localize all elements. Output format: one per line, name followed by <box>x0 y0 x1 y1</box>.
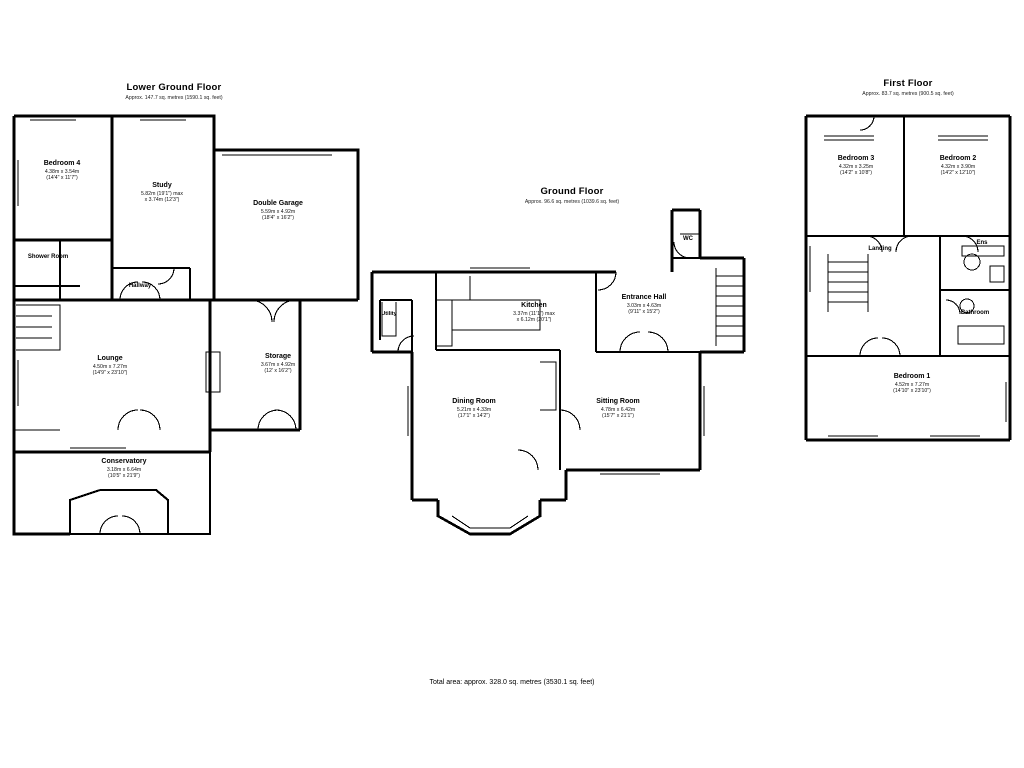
room-storage <box>228 353 328 374</box>
room-name: Conservatory <box>101 458 147 465</box>
room-name: Bedroom 4 <box>43 160 81 167</box>
room-name: Bedroom 3 <box>837 155 875 162</box>
room-name: Ens <box>976 240 988 246</box>
room-wc <box>666 236 710 243</box>
floor-subtitle-lower-ground: Approx. 147.7 sq. metres (1590.1 sq. feet) <box>125 95 223 101</box>
floor-subtitle-ground: Approx. 96.6 sq. metres (1039.6 sq. feet) <box>524 199 620 205</box>
floor-title-ground: Ground Floor <box>540 186 604 197</box>
room-name: Double Garage <box>253 200 303 207</box>
floor-subtitle-first: Approx. 83.7 sq. metres (900.5 sq. feet) <box>862 91 954 97</box>
room-name: Entrance Hall <box>621 294 667 301</box>
room-dim-metric: 5.21m x 4.33m <box>456 406 492 413</box>
room-name: Lounge <box>97 355 123 362</box>
room-utility <box>368 311 410 318</box>
room-entrance-hall <box>598 294 690 315</box>
room-bedroom-2 <box>910 155 1006 176</box>
room-dim-imperial: (17'1" x 14'2") <box>458 412 490 419</box>
room-name: Bedroom 1 <box>893 373 931 380</box>
room-shower-room <box>16 254 80 261</box>
room-dim-imperial: (14'4" x 11'7") <box>46 174 78 181</box>
room-bedroom-3 <box>808 155 904 176</box>
room-kitchen <box>484 302 584 323</box>
room-dim-imperial: (14'2" x 10'8") <box>840 169 872 176</box>
room-dim-metric: 3.03m x 4.63m <box>626 302 662 309</box>
room-dim-metric: 4.50m x 7.27m <box>92 363 128 370</box>
room-dim-metric: 5.82m (19'1") max <box>140 190 184 197</box>
room-name: Kitchen <box>521 302 547 309</box>
room-name: Study <box>152 182 172 189</box>
room-dim-metric: 3.37m (11'1") max <box>513 310 555 317</box>
room-dim-metric: 3.18m x 6.64m <box>106 466 142 473</box>
room-ensuite <box>956 240 1008 247</box>
floor-title-lower-ground: Lower Ground Floor <box>126 82 222 93</box>
room-dim-imperial: (14'9" x 23'10") <box>92 369 128 376</box>
room-dim-metric: 4.52m x 7.27m <box>894 381 930 388</box>
room-dim-imperial: (14'10" x 23'10") <box>893 387 931 394</box>
room-lounge <box>62 355 158 376</box>
room-study <box>112 182 212 203</box>
room-dim-imperial: x 3.74m (12'3") <box>144 196 180 203</box>
room-dim-imperial: (15'7" x 21'1") <box>602 412 634 419</box>
room-bedroom-4 <box>12 160 112 181</box>
room-dim-metric: 4.32m x 3.25m <box>838 163 874 170</box>
room-name: Hallway <box>128 283 152 289</box>
room-dim-imperial: (18'4" x 16'2") <box>262 214 294 221</box>
room-name: Bathroom <box>960 310 990 316</box>
total-area-label: Total area: approx. 328.0 sq. metres (3530.1 sq. feet) <box>429 679 595 686</box>
room-landing <box>838 246 922 253</box>
room-name: Landing <box>868 246 892 252</box>
room-name: Dining Room <box>452 398 496 405</box>
room-dim-imperial: (9'11" x 15'2") <box>628 308 660 315</box>
room-name: Bedroom 2 <box>939 155 977 162</box>
room-name: Shower Room <box>27 254 69 260</box>
room-dim-imperial: (10'5" x 21'9") <box>108 472 140 479</box>
room-dim-metric: 4.32m x 3.90m <box>940 163 976 170</box>
room-dining-room <box>428 398 520 419</box>
floor-title-first: First Floor <box>883 78 933 89</box>
room-name: Utility <box>381 311 397 317</box>
room-bathroom <box>942 310 1008 317</box>
room-double-garage <box>226 200 330 221</box>
room-name: Storage <box>264 353 292 360</box>
room-dim-imperial: (12' x 16'2") <box>264 367 292 374</box>
room-dim-metric: 5.59m x 4.92m <box>260 208 296 215</box>
room-sitting-room <box>572 398 664 419</box>
room-dim-metric: 3.67m x 4.92m <box>260 361 296 368</box>
room-conservatory <box>72 458 176 479</box>
room-dim-metric: 4.38m x 3.54m <box>44 168 80 175</box>
room-name: Sitting Room <box>596 398 640 405</box>
room-bedroom-1 <box>862 373 962 394</box>
room-dim-imperial: x 6.12m (20'1") <box>516 316 552 323</box>
room-dim-metric: 4.78m x 6.42m <box>600 406 636 413</box>
room-hallway <box>100 283 180 290</box>
room-dim-imperial: (14'2" x 12'10") <box>940 169 976 176</box>
room-name: WC <box>683 236 693 242</box>
